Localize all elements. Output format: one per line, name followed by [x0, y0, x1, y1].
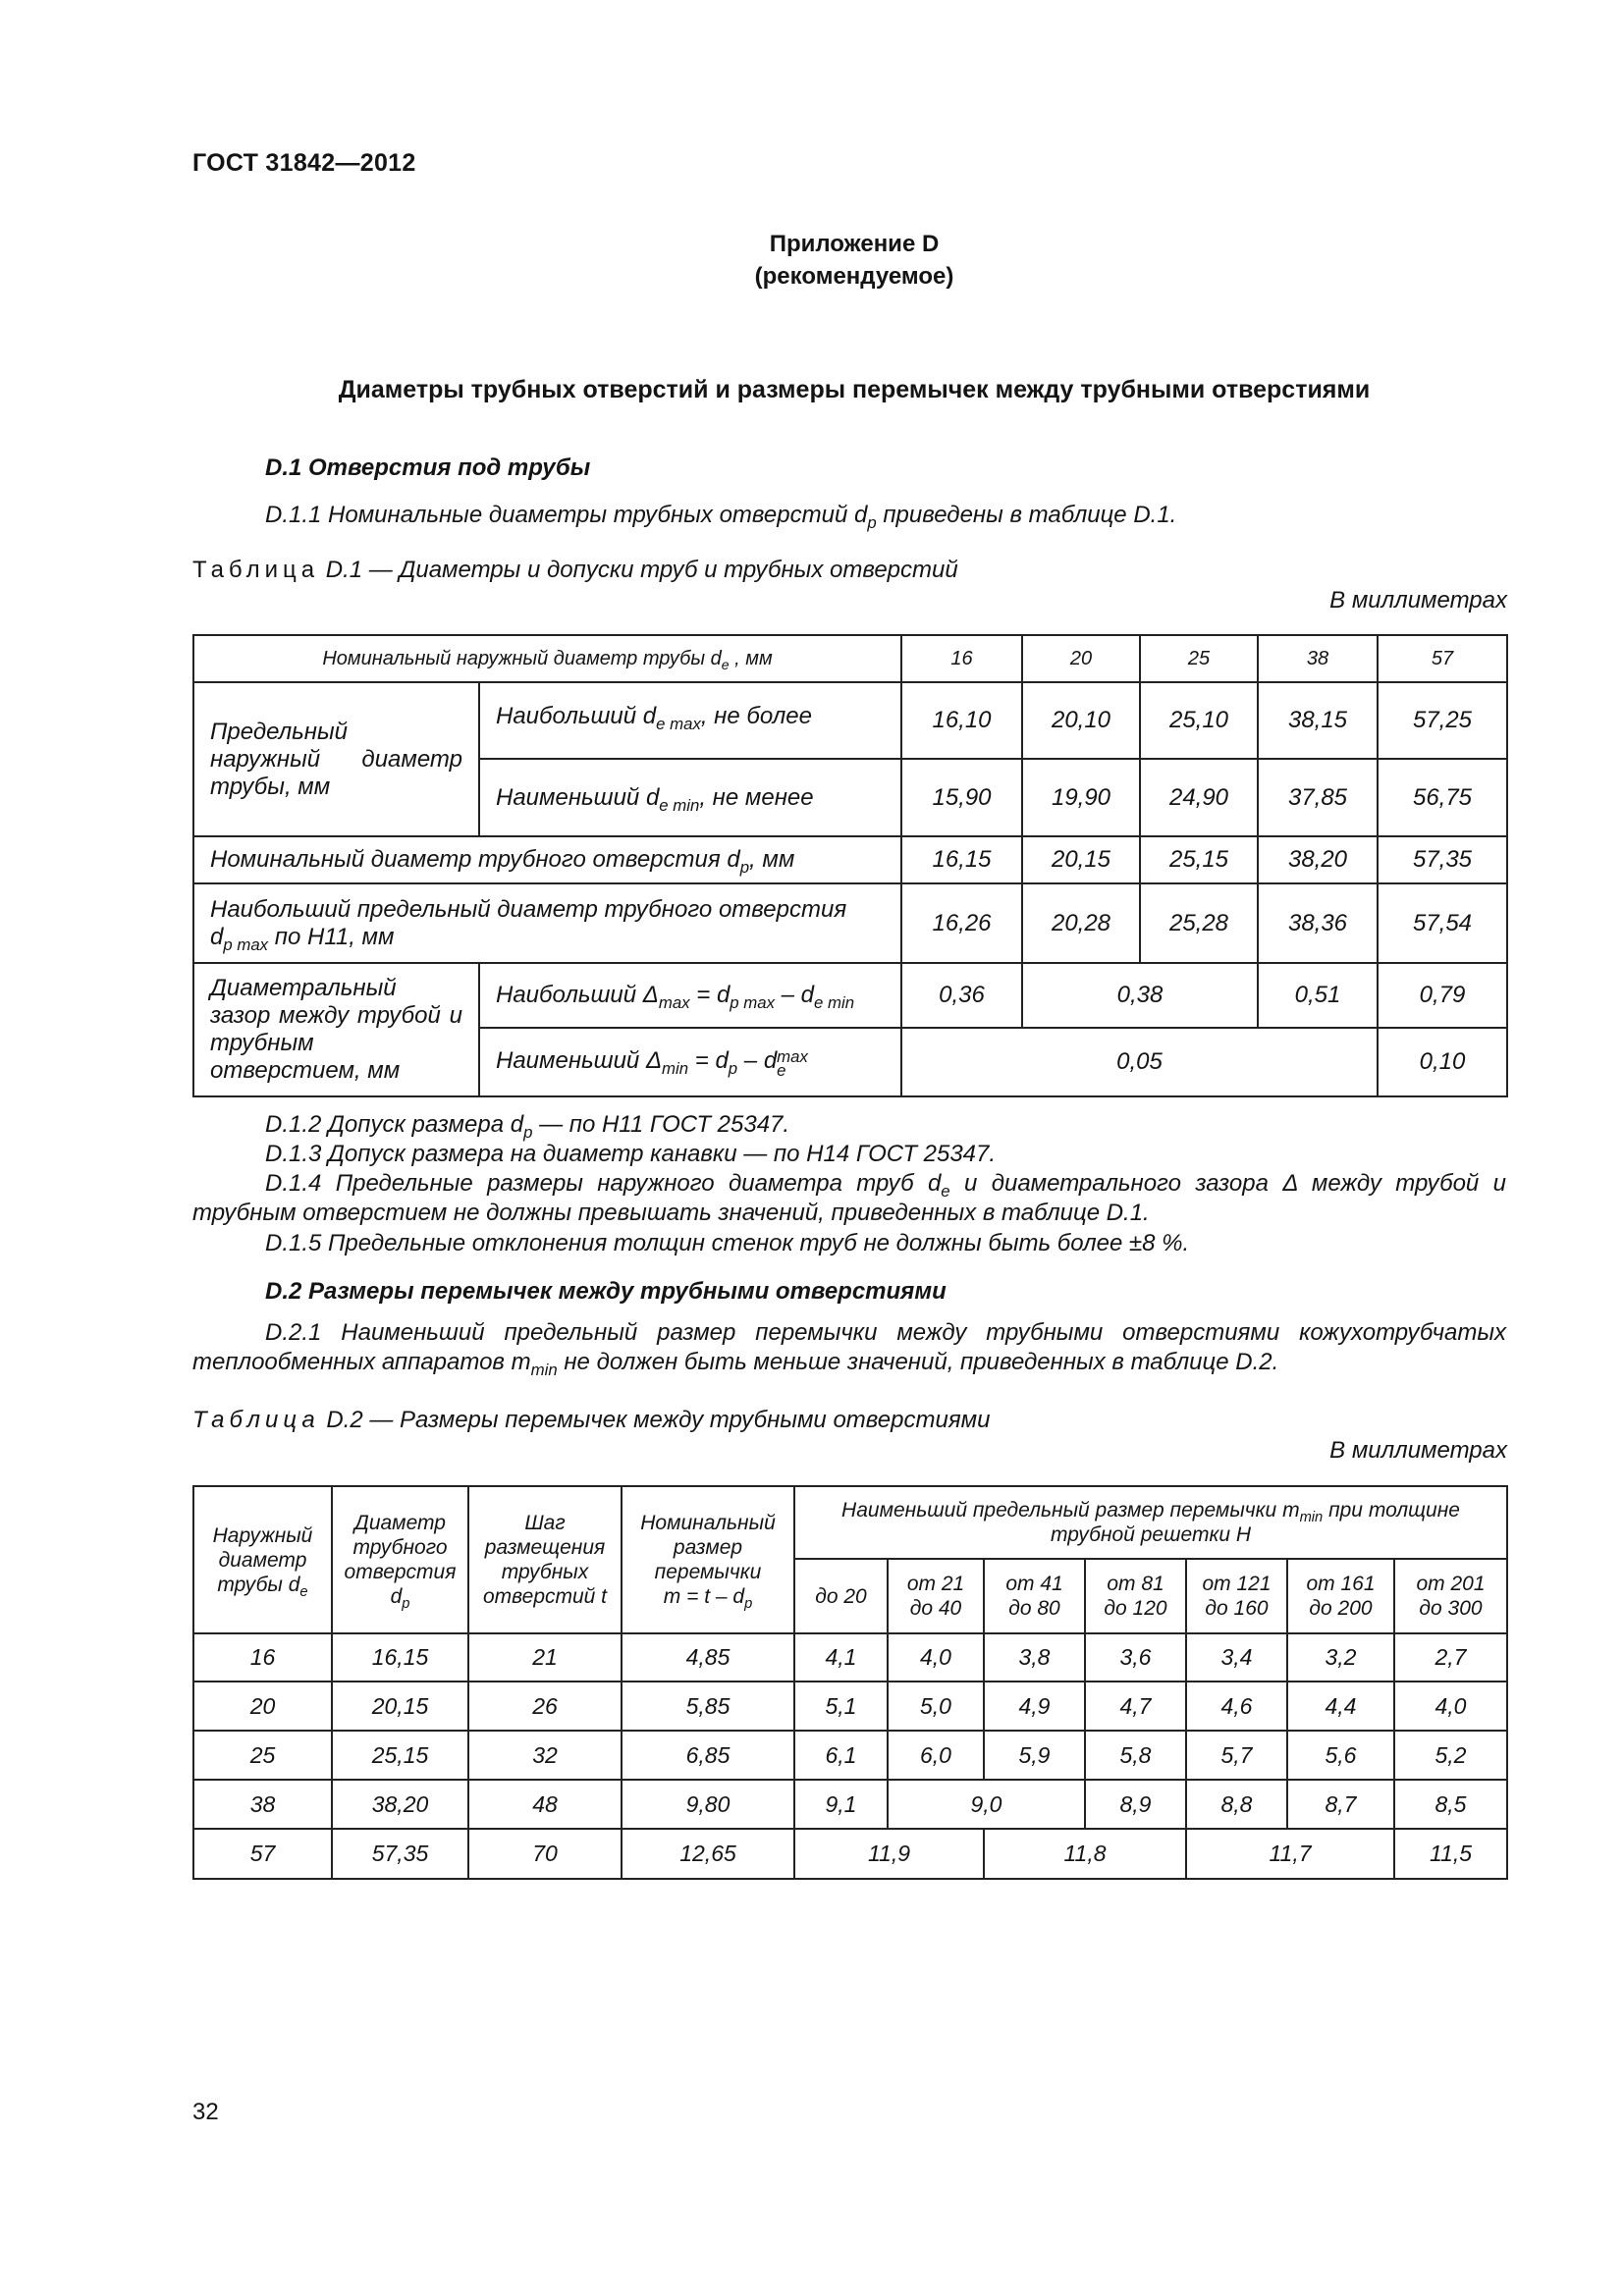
table-cell: 0,10 — [1378, 1028, 1507, 1096]
table-cell: 16,10 — [901, 682, 1022, 759]
table-cell: 57,25 — [1378, 682, 1507, 759]
table-cell: 8,9 — [1085, 1780, 1186, 1829]
paragraph-d-1-4: D.1.4 Предельные размеры наружного диаметра труб $d_e$ и диаметрального зазора Δ между трубой и трубным отверстием не должны превышать значений, приведенных в таблице D.1. — [192, 1170, 1506, 1226]
table-d1 — [192, 634, 1508, 1097]
table-cell: 15,90 — [901, 759, 1022, 836]
table-cell: 3,8 — [984, 1633, 1085, 1682]
table2-units: В миллиметрах — [1329, 1437, 1507, 1464]
table-cell: 11,9 — [794, 1829, 984, 1879]
table-header-cell: Наружный диаметр трубы $d_e$ — [193, 1486, 332, 1633]
table-cell: 57,35 — [1378, 836, 1507, 883]
table-row — [193, 682, 1507, 759]
table-cell: 4,0 — [1394, 1682, 1507, 1731]
table2-caption: Таблица D.2 — Размеры перемычек между трубными отверстиями — [192, 1407, 991, 1433]
appendix-status: (рекомендуемое) — [754, 263, 954, 290]
table-row — [193, 1780, 1507, 1829]
table-cell: 24,90 — [1140, 759, 1258, 836]
table-cell: 4,4 — [1287, 1682, 1394, 1731]
table-cell: 8,7 — [1287, 1780, 1394, 1829]
table-header-cell: 57 — [1378, 635, 1507, 682]
table-row — [193, 1633, 1507, 1682]
section-d2-heading: D.2 Размеры перемычек между трубными отверстиями — [265, 1278, 947, 1305]
table-cell: 11,8 — [984, 1829, 1186, 1879]
table-cell: 20,15 — [332, 1682, 468, 1731]
table-header-cell: от 41 до 80 — [984, 1559, 1085, 1633]
table-row — [193, 635, 1507, 682]
main-heading: Диаметры трубных отверстий и размеры перемычек между трубными отверстиями — [338, 376, 1371, 403]
table-cell: 0,36 — [901, 963, 1022, 1028]
table-cell: 9,0 — [888, 1780, 1085, 1829]
table-cell: 26 — [468, 1682, 622, 1731]
table-cell: 5,1 — [794, 1682, 888, 1731]
table-cell: 5,7 — [1186, 1731, 1287, 1780]
table-cell: 5,85 — [622, 1682, 794, 1731]
section-d1-heading: D.1 Отверстия под трубы — [265, 454, 591, 481]
table-header-cell: Диаметр трубного отверстия $d_p$ — [332, 1486, 468, 1633]
table-header-cell: от 121 до 160 — [1186, 1559, 1287, 1633]
table-cell: 3,4 — [1186, 1633, 1287, 1682]
table-cell: 4,9 — [984, 1682, 1085, 1731]
table-header-cell: Наименьший предельный размер перемычки $m_{min}$ при толщине трубной решетки Н — [794, 1486, 1507, 1559]
table-row — [193, 1829, 1507, 1879]
table-cell: 16,26 — [901, 883, 1022, 963]
table-header-cell: 20 — [1022, 635, 1140, 682]
table-cell: 25,10 — [1140, 682, 1258, 759]
table-cell: 16,15 — [332, 1633, 468, 1682]
table-cell: 4,85 — [622, 1633, 794, 1682]
table-header-cell: Шаг размещения трубных отверстий t — [468, 1486, 622, 1633]
table-cell: 4,7 — [1085, 1682, 1186, 1731]
table-cell: 20,28 — [1022, 883, 1140, 963]
table-cell: 11,7 — [1186, 1829, 1394, 1879]
table-header-cell: 38 — [1258, 635, 1378, 682]
table-cell: 3,6 — [1085, 1633, 1186, 1682]
table1-caption: Таблица D.1 — Диаметры и допуски труб и трубных отверстий — [192, 557, 958, 583]
table-cell: 5,8 — [1085, 1731, 1186, 1780]
table-header-cell: 16 — [901, 635, 1022, 682]
table-cell: 37,85 — [1258, 759, 1378, 836]
table-cell: 4,0 — [888, 1633, 984, 1682]
table-cell: Наименьший $\Delta_{min} = d_p - d$ max e — [479, 1028, 901, 1096]
table-cell: 8,8 — [1186, 1780, 1287, 1829]
table-cell: 11,5 — [1394, 1829, 1507, 1879]
table-cell: 57,35 — [332, 1829, 468, 1879]
document-code: ГОСТ 31842—2012 — [192, 149, 416, 177]
table-row — [193, 1486, 1507, 1559]
table-row — [193, 963, 1507, 1028]
table-cell: 16,15 — [901, 836, 1022, 883]
paragraph-d-1-1: D.1.1 Номинальные диаметры трубных отверстий $d_р$ приведены в таблице D.1. — [265, 502, 1177, 532]
table-cell: 0,51 — [1258, 963, 1378, 1028]
table-cell: 9,1 — [794, 1780, 888, 1829]
table-cell: 4,1 — [794, 1633, 888, 1682]
table-cell: 32 — [468, 1731, 622, 1780]
table-cell: Предельный наружный диаметр трубы, мм — [193, 682, 479, 836]
table-cell: 25,28 — [1140, 883, 1258, 963]
table-cell: Наибольший $d_{e max}$, не более — [479, 682, 901, 759]
table-cell: 48 — [468, 1780, 622, 1829]
table-cell: 70 — [468, 1829, 622, 1879]
appendix-title — [0, 228, 1624, 293]
table-cell: Номинальный диаметр трубного отверстия $d_p$, мм — [193, 836, 901, 883]
appendix-label: Приложение D — [769, 231, 940, 257]
table-cell: 3,2 — [1287, 1633, 1394, 1682]
paragraph-d-1-2: D.1.2 Допуск размера $d_p$ — по Н11 ГОСТ 25347. — [265, 1111, 790, 1142]
table-cell: 56,75 — [1378, 759, 1507, 836]
table-row — [193, 836, 1507, 883]
table-cell: 38,36 — [1258, 883, 1378, 963]
table-cell: 6,85 — [622, 1731, 794, 1780]
table-cell: 21 — [468, 1633, 622, 1682]
table-cell: 20 — [193, 1682, 332, 1731]
table-cell: 0,38 — [1022, 963, 1258, 1028]
table-cell: 9,80 — [622, 1780, 794, 1829]
table-cell: 57,54 — [1378, 883, 1507, 963]
table-cell: 5,0 — [888, 1682, 984, 1731]
table-d2 — [192, 1485, 1508, 1880]
table-cell: 12,65 — [622, 1829, 794, 1879]
table-header-cell: от 201 до 300 — [1394, 1559, 1507, 1633]
table-cell: Диаметральный зазор между трубой и трубным отверстием, мм — [193, 963, 479, 1096]
table-cell: 38,20 — [1258, 836, 1378, 883]
table-cell: 5,9 — [984, 1731, 1085, 1780]
table-header-cell: Номинальный размер перемычки $m = t - d_p$ — [622, 1486, 794, 1633]
table-cell: 20,15 — [1022, 836, 1140, 883]
table-row — [193, 1731, 1507, 1780]
paragraph-d-1-5: D.1.5 Предельные отклонения толщин стенок труб не должны быть более ±8 %. — [265, 1230, 1190, 1256]
table-header-cell: 25 — [1140, 635, 1258, 682]
table-row — [193, 1682, 1507, 1731]
table-cell: 38,20 — [332, 1780, 468, 1829]
table-cell: Наибольший предельный диаметр трубного отверстия $d_{p max}$ по Н11, мм — [193, 883, 901, 963]
table-cell: 16 — [193, 1633, 332, 1682]
table-cell: 2,7 — [1394, 1633, 1507, 1682]
table-cell: Наименьший $d_{e min}$, не менее — [479, 759, 901, 836]
table-cell: 38 — [193, 1780, 332, 1829]
table-cell: 6,1 — [794, 1731, 888, 1780]
table-cell: 8,5 — [1394, 1780, 1507, 1829]
table-cell: 25,15 — [332, 1731, 468, 1780]
table-cell: 25,15 — [1140, 836, 1258, 883]
table-cell: Номинальный наружный диаметр трубы $d_e$ , мм — [193, 635, 901, 682]
table-row — [193, 883, 1507, 963]
table-header-cell: до 20 — [794, 1559, 888, 1633]
table-cell: 38,15 — [1258, 682, 1378, 759]
table-cell: 20,10 — [1022, 682, 1140, 759]
table-header-cell: от 21 до 40 — [888, 1559, 984, 1633]
table-cell: 0,05 — [901, 1028, 1378, 1096]
page-number: 32 — [192, 2099, 219, 2125]
table-cell: 4,6 — [1186, 1682, 1287, 1731]
table-cell: 6,0 — [888, 1731, 984, 1780]
table-header-cell: от 81 до 120 — [1085, 1559, 1186, 1633]
table-cell: 5,2 — [1394, 1731, 1507, 1780]
paragraph-d-2-1: D.2.1 Наименьший предельный размер перемычки между трубными отверстиями кожухотрубчатых теплообменных аппаратов $m_{min}$ не должен быть меньше значений, приведенных в таблице D.2. — [192, 1319, 1506, 1379]
table-cell: 57 — [193, 1829, 332, 1879]
table1-units: В миллиметрах — [1329, 587, 1507, 614]
paragraph-d-1-3: D.1.3 Допуск размера на диаметр канавки — по Н14 ГОСТ 25347. — [265, 1141, 997, 1167]
table-cell: 0,79 — [1378, 963, 1507, 1028]
table-cell: Наибольший $\Delta_{max} = d_{p max} - d_{e min}$ — [479, 963, 901, 1028]
table-cell: 25 — [193, 1731, 332, 1780]
table-header-cell: от 161 до 200 — [1287, 1559, 1394, 1633]
table-cell: 5,6 — [1287, 1731, 1394, 1780]
table-cell: 19,90 — [1022, 759, 1140, 836]
